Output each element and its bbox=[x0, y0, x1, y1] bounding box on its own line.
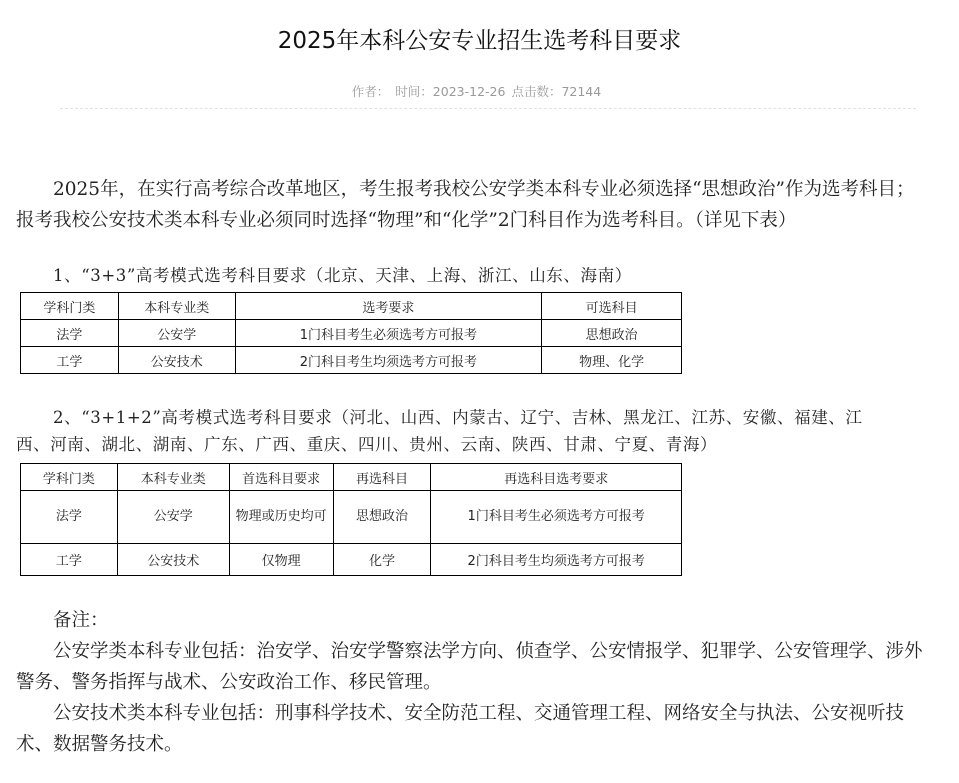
notes-line-1: 公安学类本科专业包括：治安学、治安学警察法学方向、侦查学、公安情报学、犯罪学、公安管理学、涉外 bbox=[53, 641, 923, 662]
notes-line-2: 警务、警务指挥与战术、公安政治工作、移民管理。 bbox=[16, 672, 442, 693]
table-row bbox=[21, 347, 682, 374]
table-row bbox=[21, 320, 682, 347]
table-3-1-2 bbox=[20, 463, 682, 576]
table-cell: 公安学 bbox=[118, 320, 235, 347]
section2-heading-line-1: 2、“3+1+2”高考模式选考科目要求（河北、山西、内蒙古、辽宁、吉林、黑龙江、江苏、安徽、福建、江 bbox=[53, 408, 863, 427]
intro-line-1: 2025年，在实行高考综合改革地区，考生报考我校公安学类本科专业必须选择“思想政治”作为选考科目； bbox=[53, 179, 915, 200]
table-cell: 物理、化学 bbox=[542, 347, 682, 374]
header-cell: 选考要求 bbox=[235, 293, 541, 320]
meta-time: 时间：2023-12-26 bbox=[395, 84, 506, 99]
table-cell: 2门科目考生均须选考方可报考 bbox=[431, 544, 682, 576]
section2-heading bbox=[16, 404, 946, 458]
table-cell: 法学 bbox=[21, 320, 119, 347]
intro-line-2: 报考我校公安技术类本科专业必须同时选择“物理”和“化学”2门科目作为选考科目。（详见下表） bbox=[16, 210, 797, 231]
article-title: 2025年本科公安专业招生选考科目要求 bbox=[277, 28, 682, 54]
section2-heading-line-2: 西、河南、湖北、湖南、广东、广西、重庆、四川、贵州、云南、陕西、甘肃、宁夏、青海） bbox=[16, 435, 718, 454]
table-cell: 公安学 bbox=[117, 491, 229, 544]
header-cell: 再选科目 bbox=[333, 464, 431, 491]
table-cell: 公安技术 bbox=[118, 347, 235, 374]
table-cell: 1门科目考生必须选考方可报考 bbox=[235, 320, 541, 347]
meta-clicks: 点击数：72144 bbox=[511, 84, 602, 99]
notes-section bbox=[16, 605, 946, 760]
table-cell: 2门科目考生均须选考方可报考 bbox=[235, 347, 541, 374]
table-header-row bbox=[21, 464, 682, 491]
table-cell: 物理或历史均可 bbox=[229, 491, 333, 544]
header-cell: 再选科目选考要求 bbox=[431, 464, 682, 491]
notes-line-4: 术、数据警务技术。 bbox=[16, 734, 183, 755]
header-cell: 首选科目要求 bbox=[229, 464, 333, 491]
table-cell: 工学 bbox=[21, 347, 119, 374]
intro-paragraph bbox=[16, 174, 946, 236]
notes-line-3: 公安技术类本科专业包括：刑事科学技术、安全防范工程、交通管理工程、网络安全与执法、公安视听技 bbox=[53, 703, 905, 724]
notes-label: 备注： bbox=[53, 610, 109, 631]
header-cell: 本科专业类 bbox=[117, 464, 229, 491]
section1-heading: 1、“3+3”高考模式选考科目要求（北京、天津、上海、浙江、山东、海南） bbox=[53, 266, 632, 285]
title-divider bbox=[60, 108, 916, 109]
table-cell: 思想政治 bbox=[333, 491, 431, 544]
table-row bbox=[21, 491, 682, 544]
table-cell: 思想政治 bbox=[542, 320, 682, 347]
table-cell: 化学 bbox=[333, 544, 431, 576]
table-cell: 公安技术 bbox=[117, 544, 229, 576]
table-cell: 1门科目考生必须选考方可报考 bbox=[431, 491, 682, 544]
table-3-3 bbox=[20, 292, 682, 374]
table-cell: 仅物理 bbox=[229, 544, 333, 576]
header-cell: 本科专业类 bbox=[118, 293, 235, 320]
table-cell: 法学 bbox=[21, 491, 118, 544]
meta-author: 作者： bbox=[351, 84, 390, 99]
table-cell: 工学 bbox=[21, 544, 118, 576]
header-cell: 学科门类 bbox=[21, 293, 119, 320]
table-row bbox=[21, 544, 682, 576]
header-cell: 学科门类 bbox=[21, 464, 118, 491]
article-meta bbox=[0, 82, 959, 100]
header-cell: 可选科目 bbox=[542, 293, 682, 320]
table-header-row bbox=[21, 293, 682, 320]
